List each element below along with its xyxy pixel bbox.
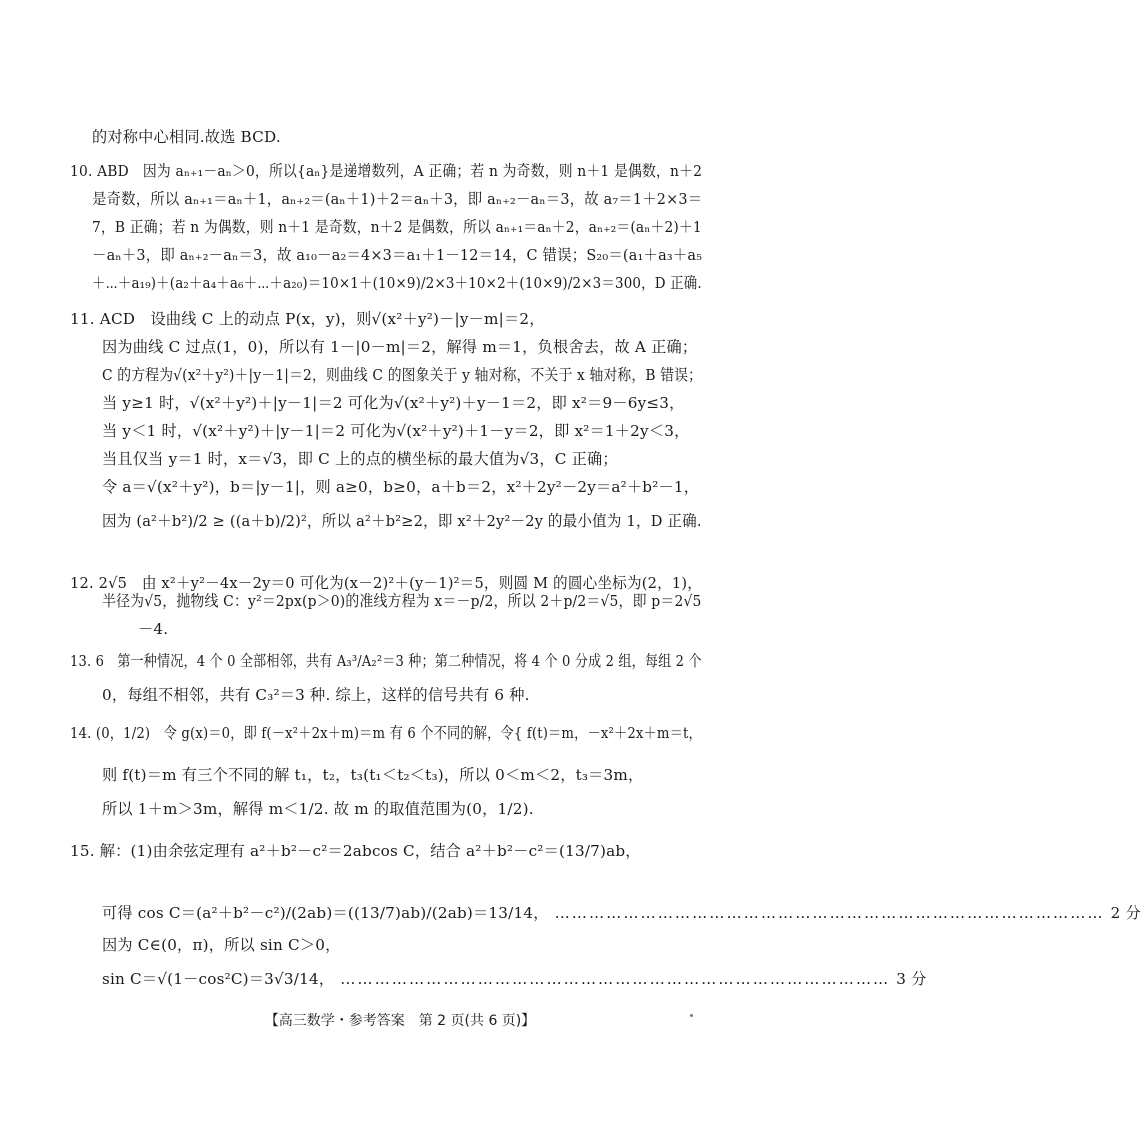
answer-10-line-1: 10. ABD 因为 aₙ₊₁－aₙ＞0，所以{aₙ}是递增数列，A 正确；若 n 为奇数，则 n＋1 是偶数，n＋2: [70, 162, 703, 180]
answer-14-line-2: 则 f(t)＝m 有三个不同的解 t₁，t₂，t₃(t₁＜t₂＜t₃)，所以 0＜m＜2，t₃＝3m，: [102, 766, 644, 784]
answer-15-score-line-2: [102, 968, 927, 990]
answer-15-line-2: 因为 C∈(0，π)，所以 sin C＞0，: [102, 936, 341, 954]
answer-11-line-5: 当 y＜1 时，√(x²＋y²)＋|y－1|＝2 可化为√(x²＋y²)＋1－y＝2，即 x²＝1＋2y＜3，: [102, 422, 690, 440]
text-line-1: 的对称中心相同.故选 BCD.: [92, 128, 281, 146]
answer-11-line-2: 因为曲线 C 过点(1，0)，所以有 1－|0－m|＝2，解得 m＝1，负根舍去，故 A 正确；: [102, 338, 698, 356]
answer-15-line-1: 15. 解：(1)由余弦定理有 a²＋b²－c²＝2abcos C，结合 a²＋b²－c²＝(13/7)ab，: [70, 842, 641, 860]
answer-13-line-2: 0，每组不相邻，共有 C₃²＝3 种. 综上，这样的信号共有 6 种.: [102, 686, 530, 704]
answer-12-line-1: 12. 2√5 由 x²＋y²－4x－2y＝0 可化为(x－2)²＋(y－1)²＝5，则圆 M 的圆心坐标为(2，1)，: [70, 574, 703, 592]
answer-10-line-4: －aₙ＋3，即 aₙ₊₂－aₙ＝3，故 a₁₀－a₂＝4×3＝a₁＋1－12＝14，C 错误；S₂₀＝(a₁＋a₃＋a₅: [92, 246, 703, 264]
answer-10-line-5: ＋⋯＋a₁₉)＋(a₂＋a₄＋a₆＋⋯＋a₂₀)＝10×1＋(10×9)/2×3＋10×2＋(10×9)/2×3＝300，D 正确.: [92, 274, 702, 292]
answer-11-line-1: 11. ACD 设曲线 C 上的动点 P(x，y)，则√(x²＋y²)－|y－m|＝2，: [70, 310, 545, 328]
scan-speck: [690, 1014, 693, 1017]
page-footer: 【高三数学・参考答案 第 2 页(共 6 页)】: [264, 1013, 536, 1029]
score-line-text: 可得 cos C＝(a²＋b²－c²)/(2ab)＝((13/7)ab)/(2ab)＝13/14，: [102, 904, 549, 922]
leader-dots: ……………………………………………………………………………………: [340, 970, 891, 988]
score-points: 3 分: [896, 970, 927, 988]
answer-13-line-1: 13. 6 第一种情况，4 个 0 全部相邻，共有 A₃³/A₂²＝3 种；第二种情况，将 4 个 0 分成 2 组，每组 2 个: [70, 652, 702, 670]
score-line-text: sin C＝√(1－cos²C)＝3√3/14，: [102, 970, 335, 988]
answer-11-line-3: C 的方程为√(x²＋y²)＋|y－1|＝2，则曲线 C 的图象关于 y 轴对称，不关于 x 轴对称，B 错误；: [102, 366, 703, 384]
answer-11-line-8: 因为 (a²＋b²)/2 ≥ ((a＋b)/2)²，所以 a²＋b²≥2，即 x²＋2y²－2y 的最小值为 1，D 正确.: [102, 512, 702, 530]
answer-10-line-3: 7，B 正确；若 n 为偶数，则 n＋1 是奇数，n＋2 是偶数，所以 aₙ₊₁＝aₙ＋2，aₙ₊₂＝(aₙ＋2)＋1: [92, 218, 702, 236]
answer-14-line-1: 14. (0，1/2) 令 g(x)＝0，即 f(－x²＋2x＋m)＝m 有 6 个不同的解，令{ f(t)＝m，－x²＋2x＋m＝t，: [70, 724, 702, 742]
answer-11-line-7: 令 a＝√(x²＋y²)，b＝|y－1|，则 a≥0，b≥0，a＋b＝2，x²＋2y²－2y＝a²＋b²－1，: [102, 478, 700, 496]
answer-12-line-3: －4.: [138, 620, 169, 638]
score-points: 2 分: [1110, 904, 1141, 922]
answer-12-line-2: 半径为√5，抛物线 C：y²＝2px(p＞0)的准线方程为 x＝－p/2，所以 2＋p/2＝√5，即 p＝2√5: [102, 592, 702, 610]
answer-10-line-2: 是奇数，所以 aₙ₊₁＝aₙ＋1，aₙ₊₂＝(aₙ＋1)＋2＝aₙ＋3，即 aₙ₊₂－aₙ＝3，故 a₇＝1＋2×3＝: [92, 190, 703, 208]
answer-11-line-4: 当 y≥1 时，√(x²＋y²)＋|y－1|＝2 可化为√(x²＋y²)＋y－1＝2，即 x²＝9－6y≤3，: [102, 394, 685, 412]
leader-dots: ……………………………………………………………………………………: [554, 904, 1105, 922]
answer-14-line-3: 所以 1＋m＞3m，解得 m＜1/2. 故 m 的取值范围为(0，1/2).: [102, 800, 534, 818]
answer-15-score-line-1: [102, 902, 1141, 924]
answer-11-line-6: 当且仅当 y＝1 时，x＝√3，即 C 上的点的横坐标的最大值为√3，C 正确；: [102, 450, 618, 468]
